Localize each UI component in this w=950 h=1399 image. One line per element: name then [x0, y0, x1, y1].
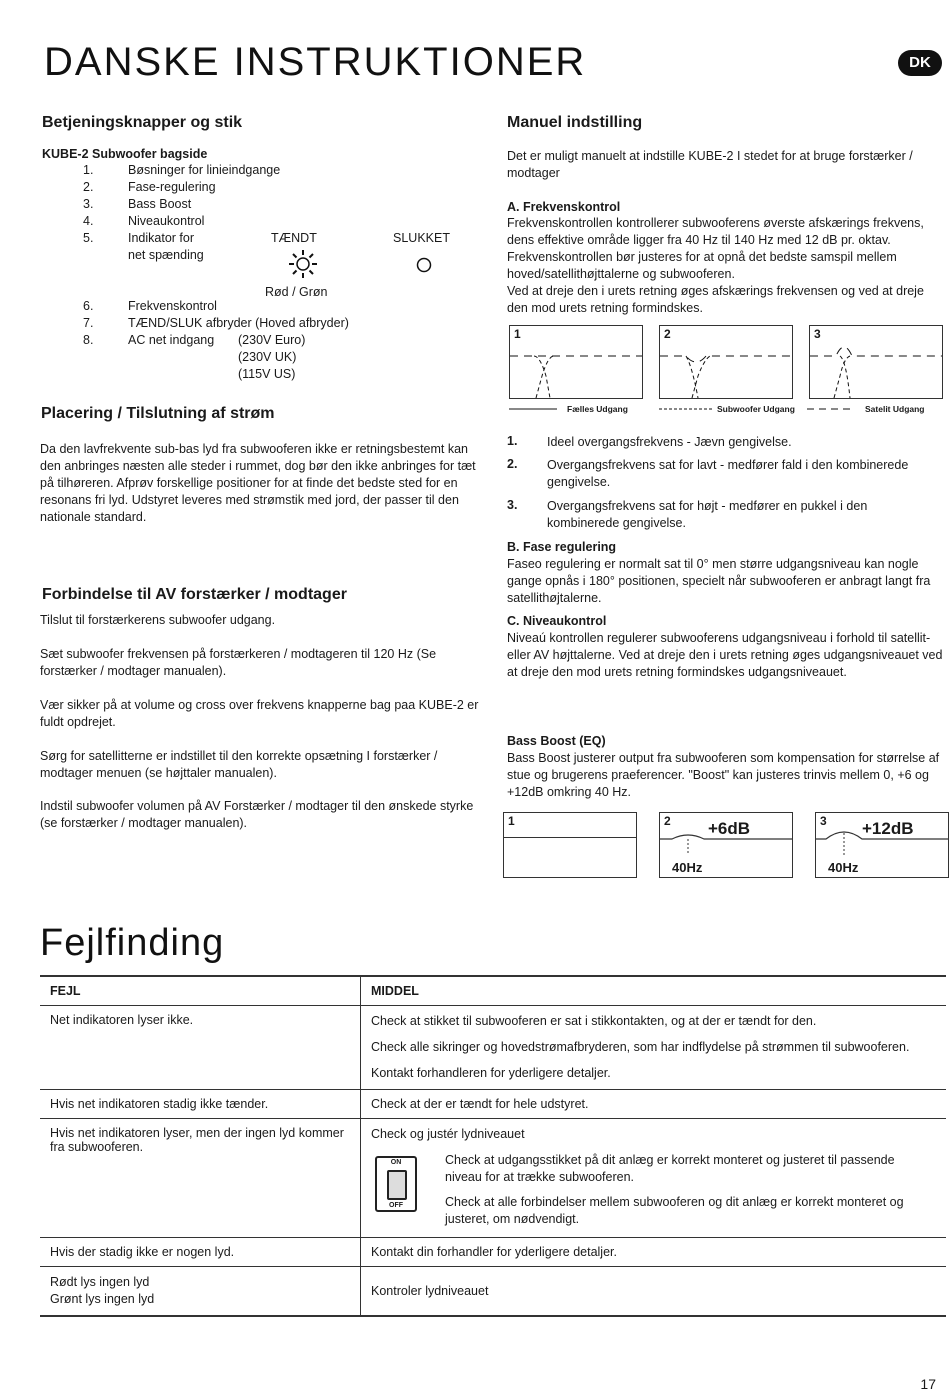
list-number: 4. — [83, 214, 94, 228]
diagram-number: 1 — [514, 327, 521, 341]
phase-text: Faseo regulering er normalt sat til 0° men større udgangsniveau kan nogle gange opnås i 180° positionen, specielt når subwooferen er anbragt langt fra satellithøjtalerne. — [507, 557, 931, 605]
remedy-cell — [361, 1006, 947, 1090]
list-item: net spænding — [128, 248, 204, 262]
remedy-line: Check alle sikringer og hovedstrømafbryderen, som har indflydelse på strømmen til subwooferen. — [371, 1040, 910, 1054]
table-row — [40, 1119, 946, 1238]
manual-intro: Det er muligt manuelt at indstille KUBE-2 I stedet for at bruge forstærker / modtager — [507, 149, 913, 180]
av-connection-heading: Forbindelse til AV forstærker / modtager — [42, 586, 347, 603]
fault-line: Rødt lys ingen lyd — [50, 1275, 150, 1289]
switch-remedy-block — [371, 1152, 936, 1230]
phase-heading: B. Fase regulering — [507, 540, 617, 554]
list-number: 1. — [507, 434, 518, 448]
legend-satellite: Satelit Udgang — [865, 404, 925, 414]
av-paragraph: Sørg for satellitterne er indstillet til den korrekte opsætning I forstærker / modtager menuen (se højttaler manualen). — [40, 749, 438, 780]
ac-variant: (230V UK) — [238, 350, 297, 364]
crossover-diagram-3 — [809, 325, 943, 399]
header-middel: MIDDEL — [361, 976, 947, 1006]
remedy-cell: Kontroler lydniveauet — [361, 1267, 947, 1317]
av-paragraph: Sæt subwoofer frekvensen på forstærkeren / modtageren til 120 Hz (Se forstærker / modtager manualen). — [40, 647, 437, 678]
troubleshooting-table — [40, 975, 946, 1317]
switch-on-label: ON — [390, 1159, 402, 1166]
av-paragraph: Indstil subwoofer volumen på AV Forstærker / modtager til den ønskede styrke (se forstærker / modtager manualen). — [40, 799, 474, 830]
list-item: AC net indgang — [128, 333, 215, 347]
on-label: TÆNDT — [271, 231, 317, 245]
list-item: Overgangsfrekvens sat for lavt - medfører fald i den kombinerede gengivelse. — [547, 458, 909, 489]
crossover-curve — [810, 326, 942, 398]
list-number: 7. — [83, 316, 94, 330]
remedy-line: Check at udgangsstikket på dit anlæg er korrekt monteret og justeret til passende niveau for at trække subwooferen. — [445, 1153, 895, 1184]
level-heading: C. Niveaukontrol — [507, 614, 607, 628]
sun-icon — [288, 249, 318, 279]
table-row — [40, 1267, 946, 1317]
remedy-line: Kontakt forhandleren for yderligere detaljer. — [371, 1066, 611, 1080]
remedy-cell: Kontakt din forhandler for yderligere detaljer. — [361, 1238, 947, 1267]
list-number: 8. — [83, 333, 94, 347]
list-item: Bøsninger for linieindgange — [128, 163, 281, 177]
switch-rocker — [387, 1170, 407, 1200]
diagram-number: 1 — [508, 814, 515, 828]
remedy-line: Check at alle forbindelser mellem subwooferen og dit anlæg er korrekt monteret og justeret, om nødvendigt. — [445, 1195, 904, 1226]
list-item: Fase-regulering — [128, 180, 216, 194]
list-item: Overgangsfrekvens sat for højt - medfører en pukkel i den kombinerede gengivelse. — [547, 499, 868, 530]
page-number: 17 — [920, 1376, 936, 1392]
level-text: Niveaú kontrollen regulerer subwooferens udgangsniveau i forhold til satellit- eller AV højttalerne. Ved at dreje den i urets retning øges udgangsniveauet ved at dreje den mod urets retning formindskes udgangsniveauet. — [507, 631, 943, 679]
list-number: 1. — [83, 163, 94, 177]
header-fejl: FEJL — [40, 976, 361, 1006]
fault-cell: Hvis net indikatoren lyser, men der ingen lyd kommer fra subwooferen. — [40, 1119, 361, 1238]
page-title: DANSKE INSTRUKTIONER — [44, 40, 587, 84]
list-number: 5. — [83, 231, 94, 245]
freq-heading: A. Frekvenskontrol — [507, 200, 621, 214]
ac-variant: (230V Euro) — [238, 333, 306, 347]
crossover-curve — [510, 326, 642, 398]
av-paragraph: Tilslut til forstærkerens subwoofer udgang. — [40, 613, 276, 627]
table-row — [40, 1238, 946, 1267]
baseline — [504, 837, 636, 838]
fault-cell: Net indikatoren lyser ikke. — [40, 1006, 361, 1090]
ac-variant: (115V US) — [238, 367, 296, 381]
boost-label: +12dB — [862, 819, 914, 838]
boost-diagram-2 — [659, 812, 793, 878]
legend-subwoofer: Subwoofer Udgang — [717, 404, 795, 414]
power-switch-icon — [375, 1156, 417, 1212]
troubleshooting-title: Fejlfinding — [40, 922, 225, 964]
list-item: TÆND/SLUK afbryder (Hoved afbryder) — [128, 316, 349, 330]
remedy-cell — [361, 1119, 947, 1238]
list-number: 3. — [507, 498, 518, 512]
list-item: Ideel overgangsfrekvens - Jævn gengivelse. — [547, 435, 792, 449]
fault-line: Grønt lys ingen lyd — [50, 1292, 155, 1306]
rear-panel-subtitle: KUBE-2 Subwoofer bagside — [42, 147, 208, 161]
switch-off-label: OFF — [389, 1202, 403, 1209]
crossover-diagram-2 — [659, 325, 793, 399]
remedy-cell: Check at der er tændt for hele udstyret. — [361, 1090, 947, 1119]
boost-label: +6dB — [708, 819, 751, 838]
diagram-number: 2 — [664, 814, 671, 828]
diagram-number: 3 — [820, 814, 827, 828]
table-header-row — [40, 976, 946, 1006]
diagram-number: 3 — [814, 327, 821, 341]
off-label: SLUKKET — [393, 231, 450, 245]
bass-boost-heading: Bass Boost (EQ) — [507, 734, 606, 748]
crossover-curve — [660, 326, 792, 398]
list-number: 2. — [507, 457, 518, 471]
circle-off-icon — [416, 257, 432, 273]
list-number: 3. — [83, 197, 94, 211]
list-number: 6. — [83, 299, 94, 313]
fault-cell: Hvis der stadig ikke er nogen lyd. — [40, 1238, 361, 1267]
list-number: 2. — [83, 180, 94, 194]
controls-list — [40, 163, 480, 393]
av-paragraph: Vær sikker på at volume og cross over frekvens knapperne bag paa KUBE-2 er fuldt opdrejet. — [40, 698, 479, 729]
list-item: Bass Boost — [128, 197, 192, 211]
fault-cell: Hvis net indikatoren stadig ikke tænder. — [40, 1090, 361, 1119]
list-item: Niveaukontrol — [128, 214, 205, 228]
manual-heading: Manuel indstilling — [507, 114, 643, 131]
freq-text-2: Ved at dreje den i urets retning øges afskærings frekvensen og ved at dreje den mod urets retning formindskes. — [507, 284, 924, 315]
bass-boost-text: Bass Boost justerer output fra subwooferen som kompensation for størrelse af stue og brugerens praeferencer. "Boost" kan justeres trinvis mellem 0, +6 og +12dB omkring 40 Hz. — [507, 751, 940, 799]
fault-cell — [40, 1267, 361, 1317]
table-row — [40, 1090, 946, 1119]
remedy-line: Check og justér lydniveauet — [371, 1127, 525, 1141]
placement-heading: Placering / Tilslutning af strøm — [41, 405, 275, 422]
diagram-number: 2 — [664, 327, 671, 341]
remedy-line: Check at stikket til subwooferen er sat i stikkontakten, og at der er tændt for den. — [371, 1014, 817, 1028]
color-label: Rød / Grøn — [265, 285, 328, 299]
language-badge: DK — [898, 50, 942, 76]
controls-heading: Betjeningsknapper og stik — [42, 114, 243, 131]
list-item: Indikator for — [128, 231, 195, 245]
hz-label: 40Hz — [672, 860, 703, 875]
hz-label: 40Hz — [828, 860, 859, 875]
legend-common: Fælles Udgang — [567, 404, 628, 414]
crossover-diagram-1 — [509, 325, 643, 399]
placement-text: Da den lavfrekvente sub-bas lyd fra subwooferen ikke er retningsbestemt kan den anbringes næsten alle steder i rummet, dog bør den ikke anbringes for tæt på tilhøreren. Afprøv forskellige positioner for at finde det bedste sted for en resonans fri lyd. Udstyret leveres med strømstik med jord, der passer til den nationale standard. — [40, 442, 476, 524]
list-item: Frekvenskontrol — [128, 299, 217, 313]
table-row — [40, 1006, 946, 1090]
boost-diagram-1 — [503, 812, 637, 878]
boost-diagram-3 — [815, 812, 949, 878]
freq-text: Frekvenskontrollen kontrollerer subwooferens øverste afskærings frekvens, dens effektive område ligger fra 40 Hz til 140 Hz med 12 dB pr. oktav. Frekvenskontrollen bør justeres for at opnå det bedste samspil mellem hoved/satellithøjttalerne og subwooferen. — [507, 216, 924, 281]
